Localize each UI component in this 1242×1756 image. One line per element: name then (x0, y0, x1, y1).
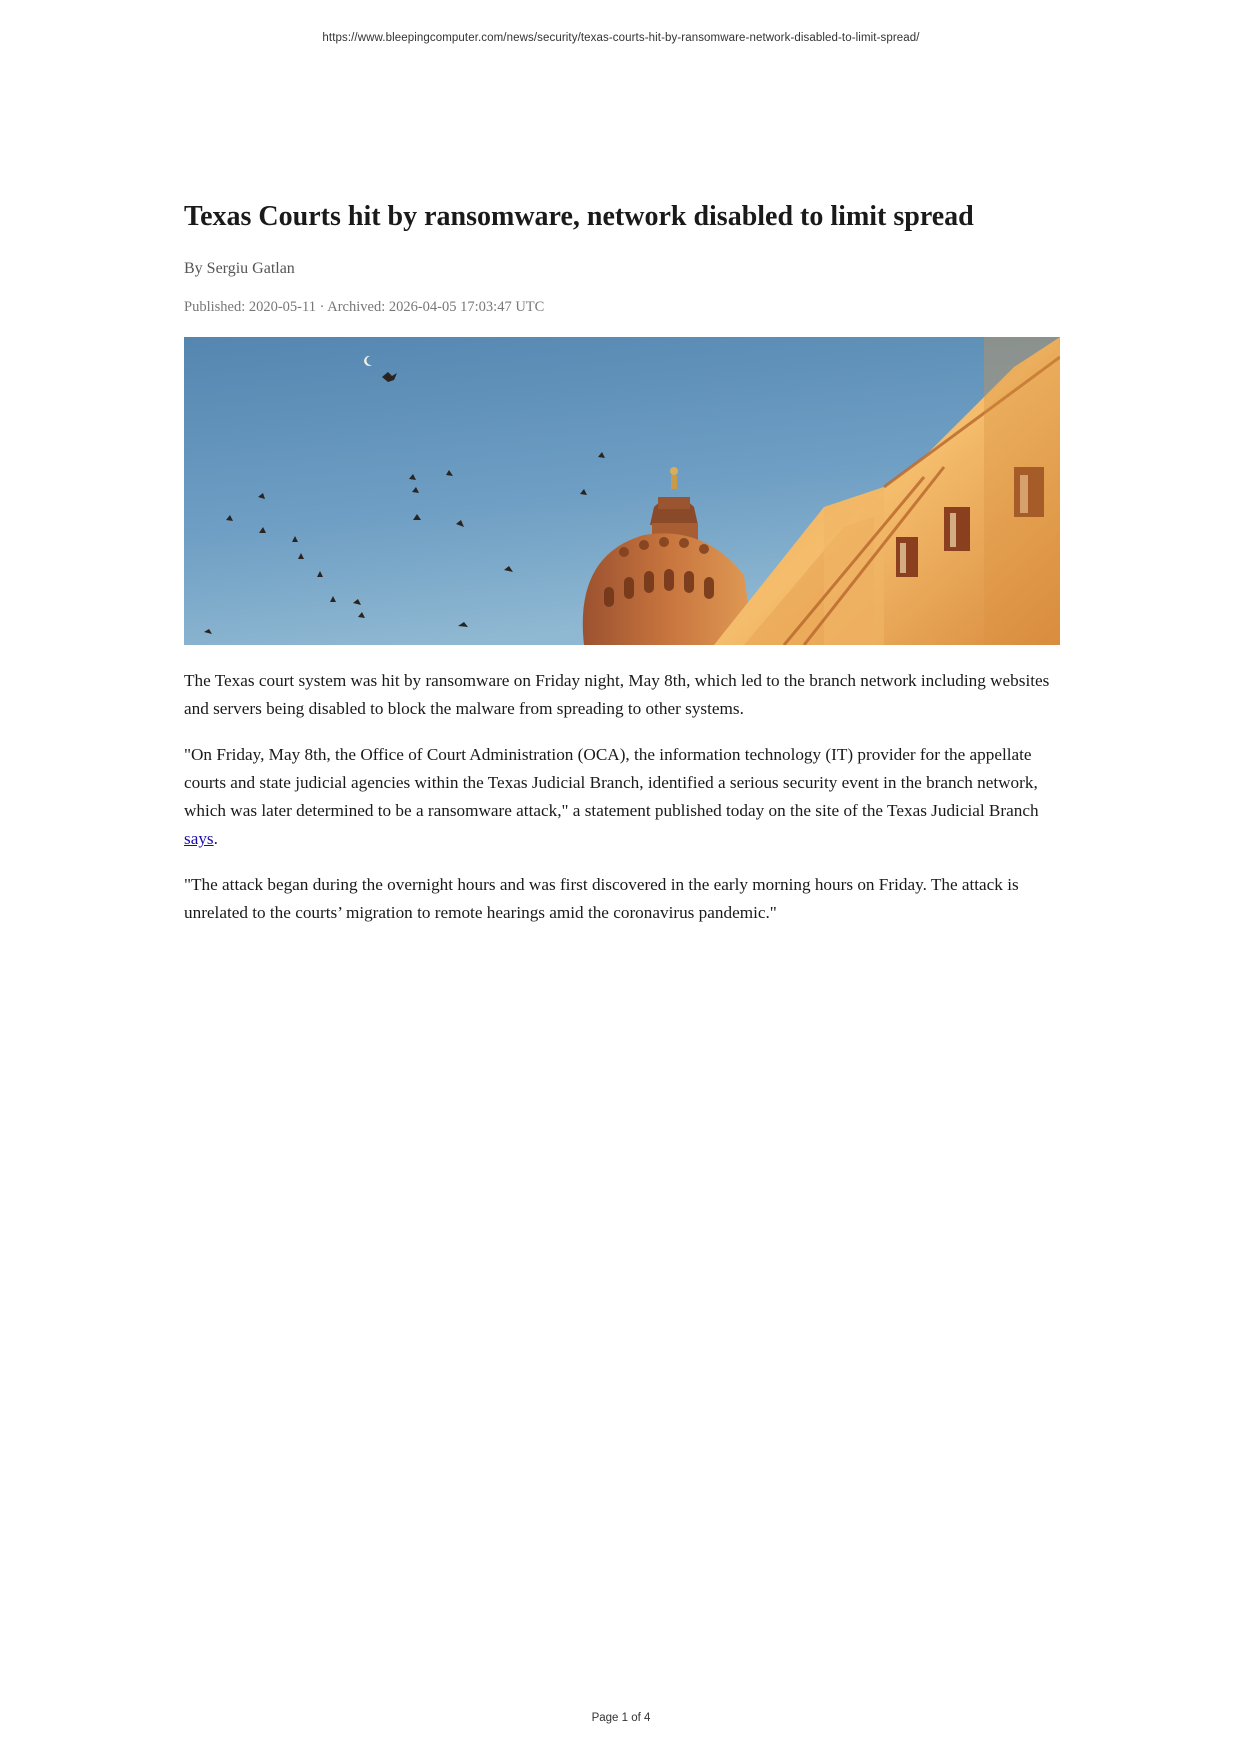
article-body (184, 667, 1060, 927)
article-paragraph: "The attack began during the overnight hours and was first discovered in the early morning hours on Friday. The attack is unrelated to the courts’ migration to remote hearings amid the coronavirus pandemic." (184, 875, 1019, 922)
article (184, 198, 1060, 945)
article-byline: By Sergiu Gatlan (184, 260, 295, 277)
page-number: Page 1 of 4 (591, 1712, 651, 1724)
article-paragraph (184, 741, 1060, 853)
says-link[interactable]: says (184, 829, 214, 848)
article-meta: Published: 2020-05-11 · Archived: 2026-04-05 17:03:47 UTC (184, 299, 545, 315)
paragraph-text: . (213, 829, 218, 848)
hero-image (184, 337, 1060, 645)
paragraph-text: "On Friday, May 8th, the Office of Court Administration (OCA), the information technology (IT) provider for the appellate courts and state judicial agencies within the Texas Judicial Branch, identified a serious security event in the branch network, which was later determined to be a ransomware attack," a statement published today on the site of the Texas Judicial Branch (184, 745, 1039, 820)
article-paragraph: The Texas court system was hit by ransomware on Friday night, May 8th, which led to the branch network including websites and servers being disabled to block the malware from spreading to other systems. (184, 671, 1050, 718)
article-title: Texas Courts hit by ransomware, network disabled to limit spread (184, 201, 974, 232)
page-url-header: https://www.bleepingcomputer.com/news/security/texas-courts-hit-by-ransomware-network-disabled-to-limit-spread/ (322, 32, 920, 44)
